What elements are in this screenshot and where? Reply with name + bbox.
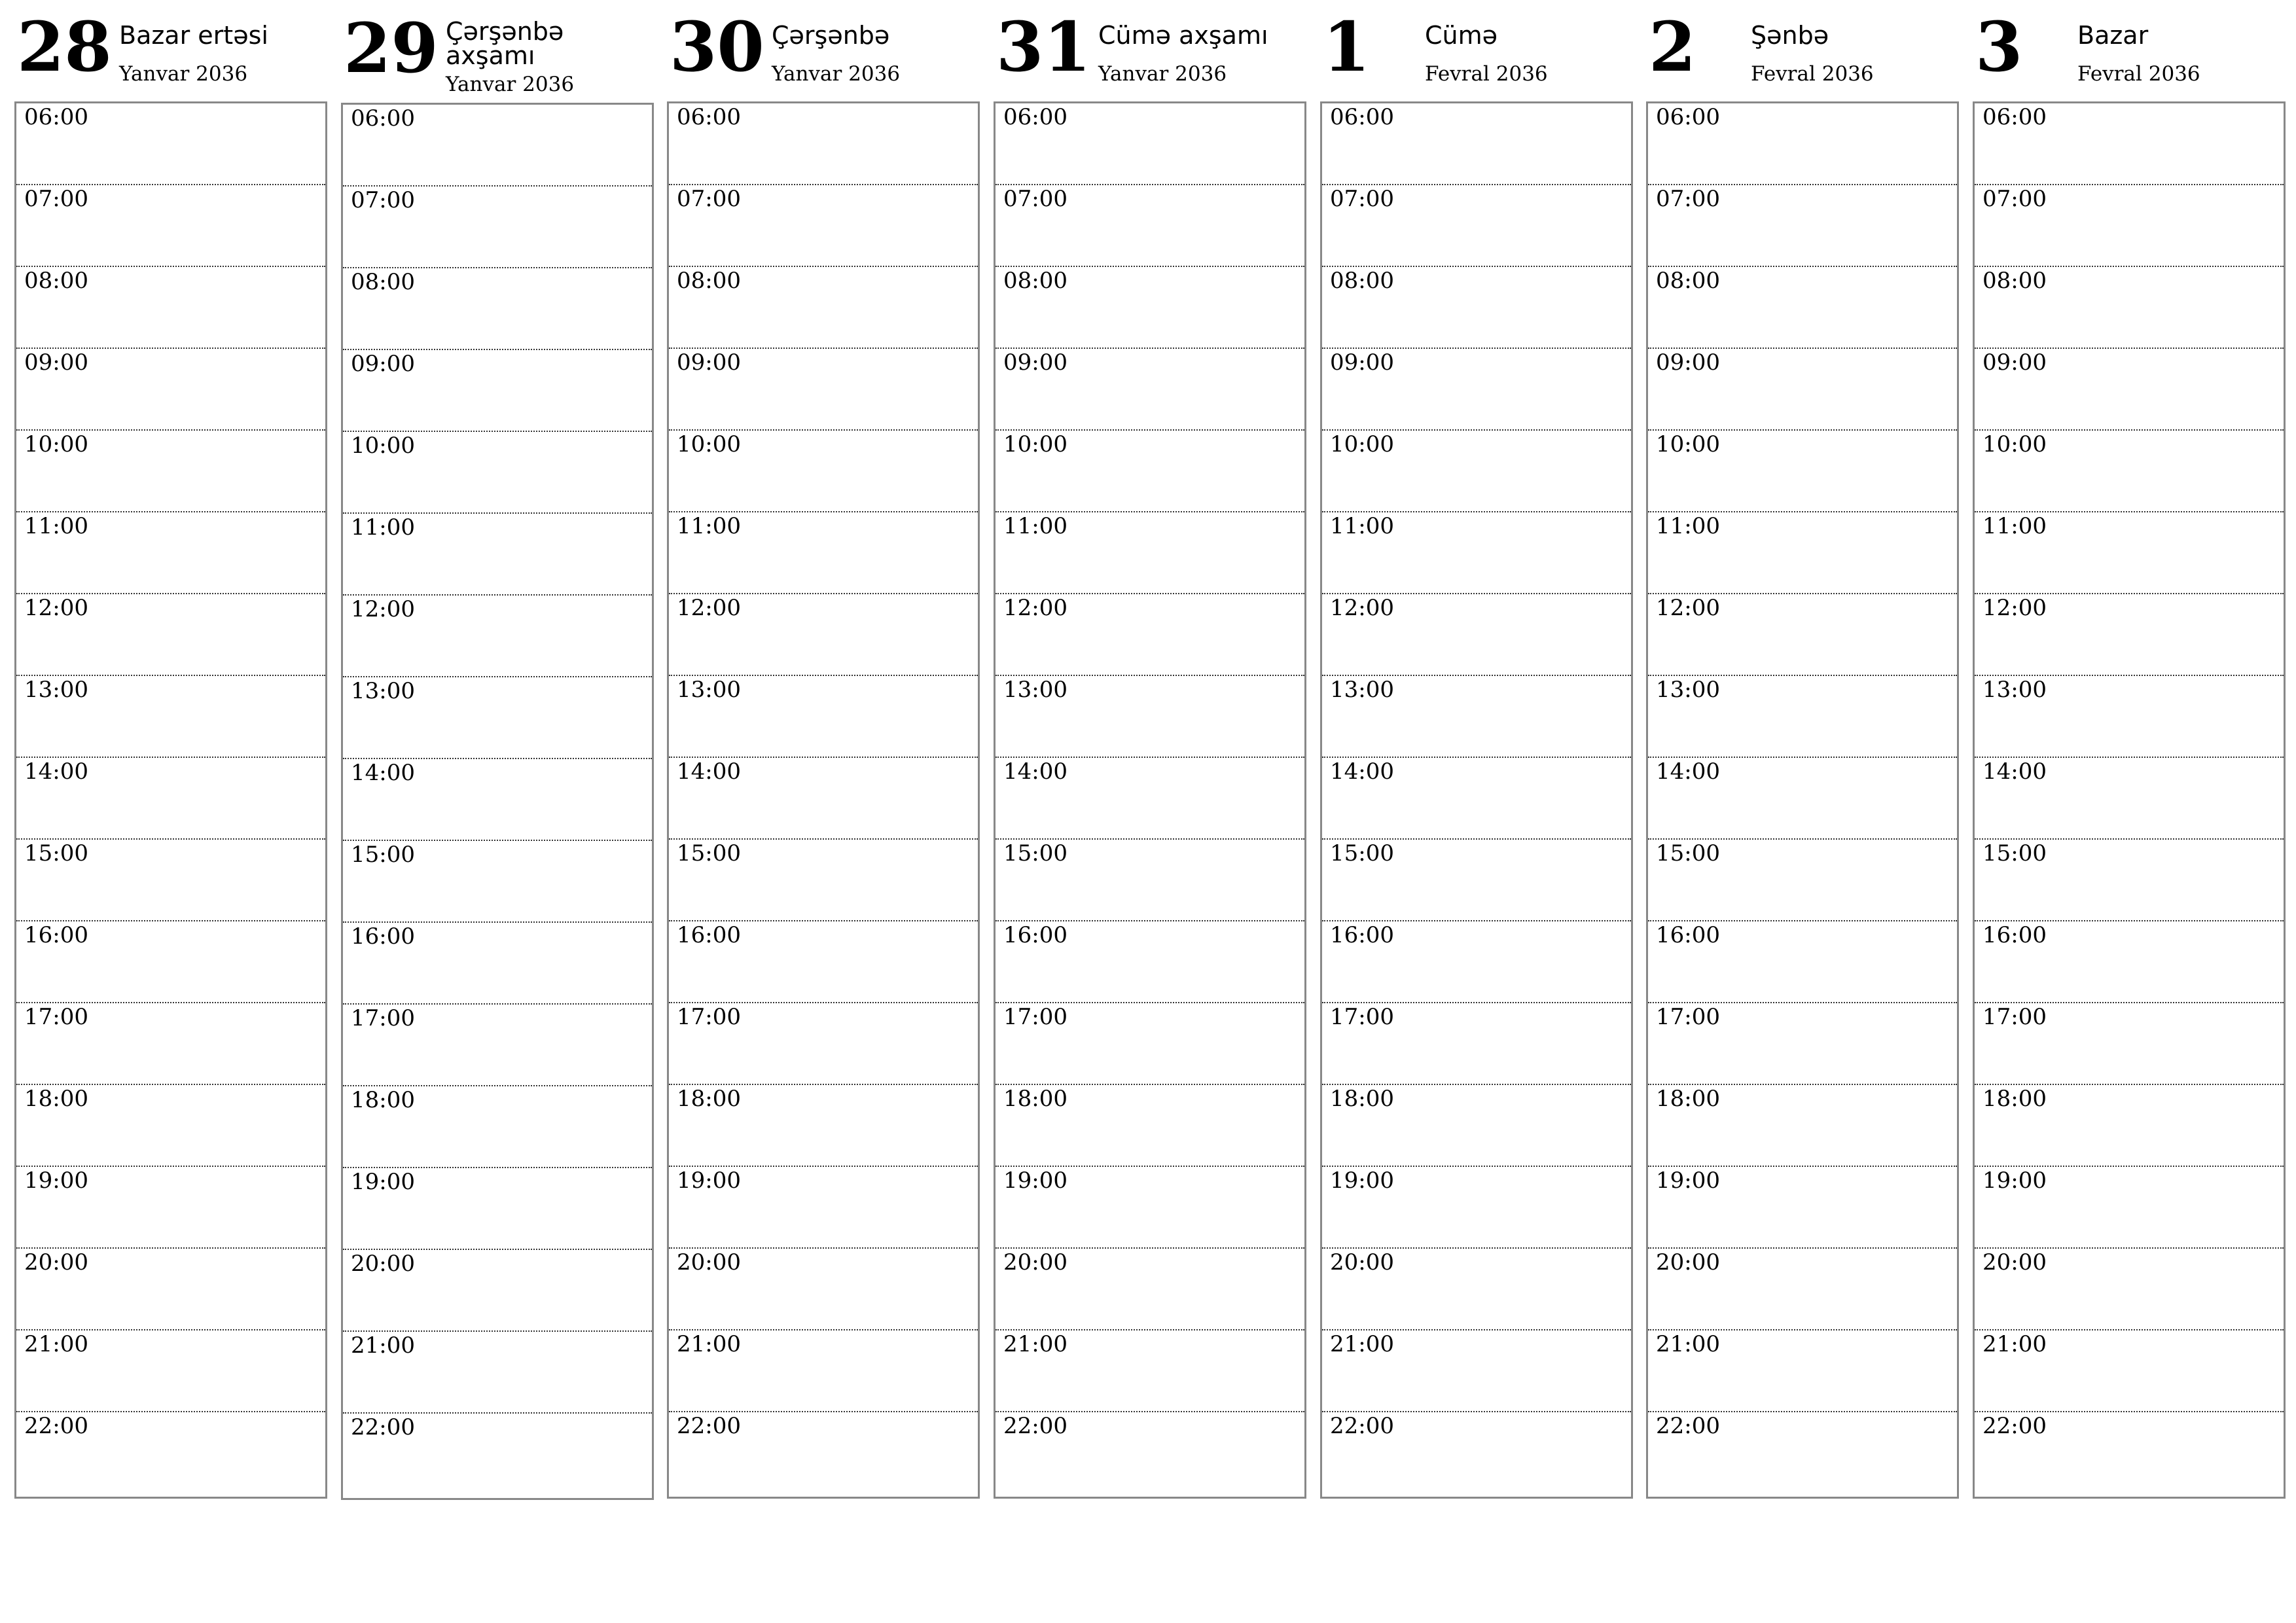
time-slot[interactable] [996,676,1304,758]
time-label: 08:00 [1330,268,1394,294]
time-label: 13:00 [1003,677,1067,703]
month-year: Fevral 2036 [2077,62,2200,86]
time-slot[interactable] [1975,594,2284,676]
time-label: 09:00 [351,351,415,377]
time-slot[interactable] [16,431,325,512]
time-slot[interactable] [1975,431,2284,512]
time-slot[interactable] [16,1003,325,1085]
time-label: 07:00 [1330,186,1394,212]
time-slot[interactable] [343,596,652,677]
time-slot[interactable] [996,1412,1304,1494]
day-column [1973,0,2286,1439]
time-label: 07:00 [1003,186,1067,212]
month-year: Yanvar 2036 [446,73,575,96]
time-slot[interactable] [1975,349,2284,431]
time-label: 19:00 [24,1168,88,1194]
time-slot[interactable] [343,514,652,596]
time-label: 07:00 [1982,186,2047,212]
time-label: 21:00 [677,1331,741,1357]
time-label: 19:00 [351,1169,415,1195]
time-label: 11:00 [1003,513,1067,539]
time-label: 22:00 [1330,1413,1394,1439]
time-slots-box [1646,101,1959,1499]
time-label: 18:00 [1982,1086,2047,1112]
month-year: Yanvar 2036 [1098,62,1227,86]
time-label: 17:00 [1982,1004,2047,1030]
time-slot[interactable] [343,677,652,759]
time-label: 14:00 [1003,758,1067,785]
time-label: 22:00 [1656,1413,1720,1439]
time-slot[interactable] [996,1167,1304,1249]
day-header [1973,0,2286,101]
weekday-name: Çərşənbə axşamı [446,17,564,70]
time-label: 15:00 [351,842,415,868]
time-slot[interactable] [16,1330,325,1412]
time-label: 17:00 [1003,1004,1067,1030]
time-slot[interactable] [343,105,652,187]
time-slot[interactable] [1322,840,1631,921]
time-slot[interactable] [669,1412,978,1494]
time-label: 10:00 [24,431,88,457]
time-slot[interactable] [1975,1249,2284,1330]
month-year: Yanvar 2036 [119,62,248,86]
time-slot[interactable] [16,349,325,431]
time-label: 09:00 [24,349,88,376]
time-slot[interactable] [669,594,978,676]
time-label: 11:00 [1982,513,2047,539]
time-slot[interactable] [1975,840,2284,921]
time-slot[interactable] [1322,1330,1631,1412]
time-label: 08:00 [351,269,415,295]
time-label: 13:00 [677,677,741,703]
time-slot[interactable] [343,1005,652,1086]
time-label: 17:00 [677,1004,741,1030]
time-slot[interactable] [996,1330,1304,1412]
time-label: 08:00 [1656,268,1720,294]
day-header [14,0,327,101]
time-label: 20:00 [351,1251,415,1277]
day-column [1320,0,1633,1439]
time-label: 08:00 [677,268,741,294]
time-label: 22:00 [677,1413,741,1439]
time-label: 16:00 [677,922,741,948]
time-label: 14:00 [1330,758,1394,785]
time-label: 11:00 [351,514,415,541]
day-number: 1 [1323,7,1371,87]
time-slot[interactable] [16,594,325,676]
time-label: 18:00 [1330,1086,1394,1112]
weekday-name: Çərşənbə [772,21,890,50]
day-header [1646,0,1959,101]
time-slot[interactable] [1322,431,1631,512]
time-slot[interactable] [1322,349,1631,431]
time-slot[interactable] [669,921,978,1003]
time-label: 06:00 [24,104,88,130]
time-slot[interactable] [669,1167,978,1249]
time-slot[interactable] [669,1085,978,1167]
time-label: 22:00 [351,1414,415,1440]
day-column [14,0,327,1439]
time-label: 15:00 [1656,840,1720,866]
time-label: 18:00 [1003,1086,1067,1112]
time-slot[interactable] [1648,1003,1957,1085]
time-label: 15:00 [1982,840,2047,866]
time-label: 10:00 [1982,431,2047,457]
day-column [341,1,654,1440]
time-slot[interactable] [1648,1167,1957,1249]
time-slot[interactable] [996,185,1304,267]
time-label: 16:00 [24,922,88,948]
time-slot[interactable] [1648,512,1957,594]
time-slot[interactable] [669,1003,978,1085]
time-slot[interactable] [1322,1167,1631,1249]
time-slot[interactable] [16,921,325,1003]
time-label: 14:00 [677,758,741,785]
month-year: Fevral 2036 [1751,62,1874,86]
time-slot[interactable] [1975,921,2284,1003]
time-label: 19:00 [1982,1168,2047,1194]
time-label: 18:00 [1656,1086,1720,1112]
time-slot[interactable] [1975,1003,2284,1085]
time-label: 19:00 [1656,1168,1720,1194]
time-slot[interactable] [669,431,978,512]
time-slot[interactable] [343,1086,652,1168]
time-slot[interactable] [996,512,1304,594]
time-label: 12:00 [24,595,88,621]
time-slot[interactable] [996,921,1304,1003]
time-label: 12:00 [677,595,741,621]
time-label: 12:00 [1330,595,1394,621]
time-label: 21:00 [1330,1331,1394,1357]
day-column [1646,0,1959,1439]
time-slot[interactable] [16,512,325,594]
time-label: 13:00 [1982,677,2047,703]
time-label: 18:00 [351,1087,415,1113]
time-slot[interactable] [343,841,652,923]
time-label: 20:00 [1330,1249,1394,1275]
time-label: 16:00 [1003,922,1067,948]
time-label: 15:00 [24,840,88,866]
time-slot[interactable] [1975,185,2284,267]
time-label: 08:00 [1003,268,1067,294]
time-slot[interactable] [1322,103,1631,185]
time-label: 10:00 [677,431,741,457]
time-slot[interactable] [1648,594,1957,676]
time-label: 21:00 [1003,1331,1067,1357]
time-slot[interactable] [669,185,978,267]
time-slot[interactable] [16,267,325,349]
time-slot[interactable] [343,923,652,1005]
time-slot[interactable] [343,432,652,514]
time-label: 19:00 [1330,1168,1394,1194]
time-label: 19:00 [677,1168,741,1194]
time-label: 14:00 [1656,758,1720,785]
time-slot[interactable] [996,1085,1304,1167]
weekday-name: Bazar ertəsi [119,21,268,50]
time-slot[interactable] [1975,1167,2284,1249]
time-slot[interactable] [1648,349,1957,431]
time-slot[interactable] [996,840,1304,921]
time-slot[interactable] [1648,185,1957,267]
time-slot[interactable] [343,1168,652,1250]
time-slot[interactable] [1648,1330,1957,1412]
time-slot[interactable] [996,594,1304,676]
time-slot[interactable] [1975,676,2284,758]
day-number: 30 [670,7,764,87]
time-slots-box [341,103,654,1500]
time-slot[interactable] [16,1085,325,1167]
time-label: 22:00 [1982,1413,2047,1439]
time-slot[interactable] [1648,840,1957,921]
time-label: 08:00 [24,268,88,294]
weekday-name: Cümə axşamı [1098,21,1268,50]
day-number: 31 [996,7,1091,87]
time-label: 20:00 [1656,1249,1720,1275]
time-slot[interactable] [669,758,978,840]
time-label: 10:00 [1003,431,1067,457]
month-year: Fevral 2036 [1425,62,1548,86]
time-slot[interactable] [1648,267,1957,349]
time-label: 14:00 [351,760,415,786]
time-label: 14:00 [1982,758,2047,785]
time-label: 09:00 [1330,349,1394,376]
time-slot[interactable] [16,103,325,185]
time-slot[interactable] [669,840,978,921]
time-label: 21:00 [1982,1331,2047,1357]
time-slot[interactable] [1322,267,1631,349]
time-label: 06:00 [1982,104,2047,130]
time-slot[interactable] [1975,1330,2284,1412]
time-label: 12:00 [1003,595,1067,621]
time-label: 06:00 [351,105,415,132]
time-slot[interactable] [1322,512,1631,594]
time-slot[interactable] [1975,267,2284,349]
time-slot[interactable] [343,1250,652,1332]
time-label: 06:00 [677,104,741,130]
time-label: 20:00 [24,1249,88,1275]
day-number: 2 [1649,7,1696,87]
time-slot[interactable] [1322,1249,1631,1330]
time-label: 13:00 [1330,677,1394,703]
time-label: 11:00 [677,513,741,539]
day-number: 29 [344,8,439,88]
time-label: 16:00 [1982,922,2047,948]
day-header [1320,0,1633,101]
time-label: 06:00 [1656,104,1720,130]
time-slot[interactable] [1648,1412,1957,1494]
time-slot[interactable] [669,512,978,594]
time-label: 15:00 [1003,840,1067,866]
time-label: 07:00 [1656,186,1720,212]
time-label: 08:00 [1982,268,2047,294]
time-label: 16:00 [1656,922,1720,948]
time-slot[interactable] [1975,758,2284,840]
time-label: 21:00 [1656,1331,1720,1357]
time-label: 17:00 [24,1004,88,1030]
time-label: 17:00 [1656,1004,1720,1030]
time-label: 19:00 [1003,1168,1067,1194]
time-label: 13:00 [351,678,415,704]
time-label: 17:00 [351,1005,415,1031]
time-slot[interactable] [1975,512,2284,594]
time-slot[interactable] [1975,1085,2284,1167]
time-slot[interactable] [669,1249,978,1330]
time-slot[interactable] [1648,1249,1957,1330]
day-number: 28 [17,7,112,87]
time-slot[interactable] [996,103,1304,185]
time-label: 20:00 [677,1249,741,1275]
time-label: 11:00 [1656,513,1720,539]
day-number: 3 [1975,7,2023,87]
time-label: 10:00 [1330,431,1394,457]
time-slot[interactable] [16,676,325,758]
time-slot[interactable] [16,185,325,267]
time-slot[interactable] [1648,758,1957,840]
time-slot[interactable] [1648,103,1957,185]
time-slot[interactable] [669,103,978,185]
time-slot[interactable] [343,187,652,268]
time-slot[interactable] [16,1412,325,1494]
time-slot[interactable] [1975,103,2284,185]
time-label: 06:00 [1330,104,1394,130]
time-slot[interactable] [1648,1085,1957,1167]
time-label: 10:00 [351,433,415,459]
time-slots-box [1973,101,2286,1499]
time-slots-box [994,101,1306,1499]
time-label: 09:00 [1656,349,1720,376]
time-slot[interactable] [1322,185,1631,267]
weekday-name: Bazar [2077,21,2149,50]
time-slot[interactable] [1322,1003,1631,1085]
time-label: 16:00 [1330,922,1394,948]
time-slots-box [667,101,980,1499]
time-label: 11:00 [24,513,88,539]
time-label: 20:00 [1003,1249,1067,1275]
time-slots-box [14,101,327,1499]
time-slot[interactable] [996,758,1304,840]
time-label: 07:00 [677,186,741,212]
time-slot[interactable] [16,840,325,921]
time-slot[interactable] [996,1003,1304,1085]
time-label: 12:00 [351,596,415,622]
time-slot[interactable] [669,349,978,431]
time-label: 21:00 [24,1331,88,1357]
time-label: 09:00 [1003,349,1067,376]
weekday-name: Cümə [1425,21,1498,50]
time-slot[interactable] [16,758,325,840]
time-label: 09:00 [677,349,741,376]
time-slot[interactable] [669,1330,978,1412]
time-slot[interactable] [669,267,978,349]
time-label: 11:00 [1330,513,1394,539]
time-slots-box [1320,101,1633,1499]
month-year: Yanvar 2036 [772,62,901,86]
time-slot[interactable] [343,1414,652,1495]
time-slot[interactable] [16,1249,325,1330]
time-slot[interactable] [1648,921,1957,1003]
time-label: 14:00 [24,758,88,785]
time-slot[interactable] [996,1249,1304,1330]
time-slot[interactable] [1322,921,1631,1003]
time-label: 22:00 [1003,1413,1067,1439]
day-header [667,0,980,101]
time-label: 13:00 [1656,677,1720,703]
time-label: 21:00 [351,1332,415,1359]
time-label: 16:00 [351,923,415,950]
time-slot[interactable] [1322,758,1631,840]
time-slot[interactable] [343,1332,652,1414]
time-slot[interactable] [1648,431,1957,512]
time-label: 15:00 [1330,840,1394,866]
time-label: 10:00 [1656,431,1720,457]
time-slot[interactable] [1322,1412,1631,1494]
time-label: 13:00 [24,677,88,703]
time-slot[interactable] [1322,594,1631,676]
time-slot[interactable] [1322,1085,1631,1167]
time-label: 18:00 [677,1086,741,1112]
time-label: 22:00 [24,1413,88,1439]
day-column [994,0,1306,1439]
time-slot[interactable] [996,349,1304,431]
day-header [341,1,654,103]
time-label: 12:00 [1656,595,1720,621]
time-slot[interactable] [343,350,652,432]
time-label: 18:00 [24,1086,88,1112]
time-label: 17:00 [1330,1004,1394,1030]
time-slot[interactable] [669,676,978,758]
day-header [994,0,1306,101]
time-slot[interactable] [1322,676,1631,758]
weekday-name: Şənbə [1751,21,1829,50]
time-label: 09:00 [1982,349,2047,376]
time-label: 20:00 [1982,1249,2047,1275]
time-slot[interactable] [1648,676,1957,758]
time-label: 07:00 [351,187,415,213]
time-slot[interactable] [343,268,652,350]
day-column [667,0,980,1439]
time-slot[interactable] [996,267,1304,349]
time-label: 07:00 [24,186,88,212]
time-slot[interactable] [343,759,652,841]
time-slot[interactable] [16,1167,325,1249]
time-slot[interactable] [996,431,1304,512]
time-label: 06:00 [1003,104,1067,130]
time-label: 12:00 [1982,595,2047,621]
time-label: 15:00 [677,840,741,866]
time-slot[interactable] [1975,1412,2284,1494]
